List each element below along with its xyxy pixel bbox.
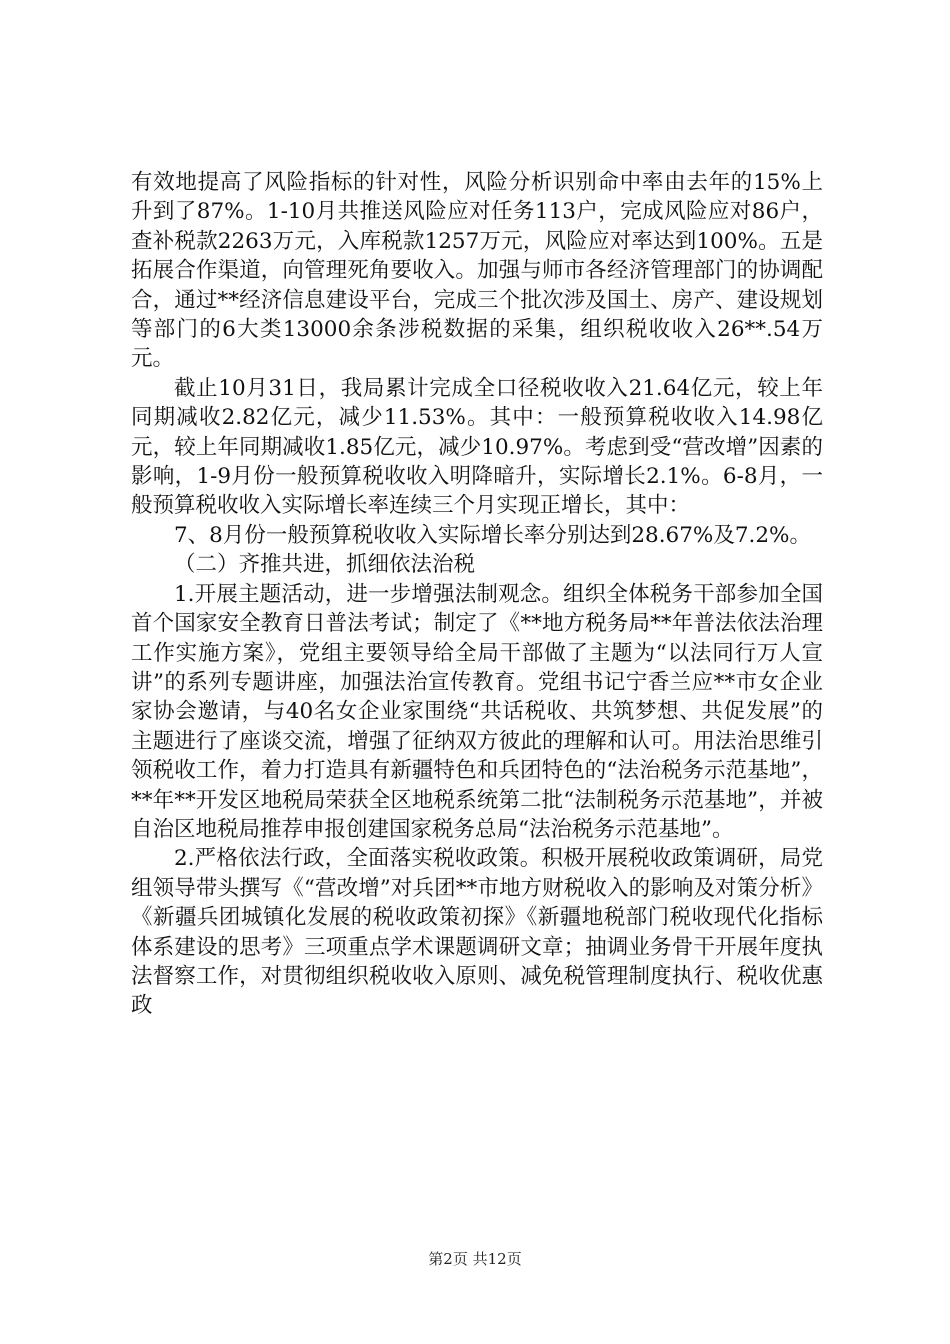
document-body — [131, 168, 823, 1021]
paragraph-law-enforcement: 2.严格依法行政，全面落实税收政策。积极开展税收政策调研，局党组领导带头撰写《“营改增”对兵团**市地方财税收入的影响及对策分析》《新疆兵团城镇化发展的税收政策初探》《新疆地税部门税收现代化指标体系建设的思考》三项重点学术课题调研文章；抽调业务骨干开展年度执法督察工作，对贯彻组织税收收入原则、减免税管理制度执行、税收优惠政 — [131, 846, 823, 1019]
page-footer — [0, 1248, 950, 1269]
section-heading-rule-of-law: （二）齐推共进，抓细依法治税 — [174, 552, 476, 578]
page-number: 第2页 共12页 — [428, 1250, 522, 1268]
paragraph-risk-analysis: 有效地提高了风险指标的针对性，风险分析识别命中率由去年的15%上升到了87%。1-10月共推送风险应对任务113户，完成风险应对86户，查补税款2263万元，入库税款1257万元，风险应对率达到100%。五是拓展合作渠道，向管理死角要收入。加强与师市各经济管理部门的协调配合，通过**经济信息建设平台，完成三个批次涉及国土、房产、建设规划等部门的6大类13000余条涉税数据的采集，组织税收收入26**.54万元。 — [131, 170, 823, 372]
paragraph-tax-revenue-summary: 截止10月31日，我局累计完成全口径税收收入21.64亿元，较上年同期减收2.82亿元，减少11.53%。其中：一般预算税收收入14.98亿元，较上年同期减收1.85亿元，减少10.97%。考虑到受“营改增”因素的影响，1-9月份一般预算税收收入明降暗升，实际增长2.1%。6-8月，一般预算税收收入实际增长率连续三个月实现正增长，其中： — [131, 375, 823, 519]
paragraph-theme-activities: 1.开展主题活动，进一步增强法制观念。组织全体税务干部参加全国首个国家安全教育日普法考试；制定了《**地方税务局**年普法依法治理工作实施方案》，党组主要领导给全局干部做了主题为“以法同行万人宣讲”的系列专题讲座，加强法治宣传教育。党组书记宁香兰应**市女企业家协会邀请，与40名女企业家围绕“共话税收、共筑梦想、共促发展”的主题进行了座谈交流，增强了征纳双方彼此的理解和认可。用法治思维引领税收工作，着力打造具有新疆特色和兵团特色的“法治税务示范基地”，**年**开发区地税局荣获全区地税系统第二批“法制税务示范基地”，并被自治区地税局推荐申报创建国家税务总局“法治税务示范基地”。 — [131, 581, 823, 842]
paragraph-growth-rate: 7、8月份一般预算税收收入实际增长率分别达到28.67%及7.2%。 — [174, 522, 811, 548]
